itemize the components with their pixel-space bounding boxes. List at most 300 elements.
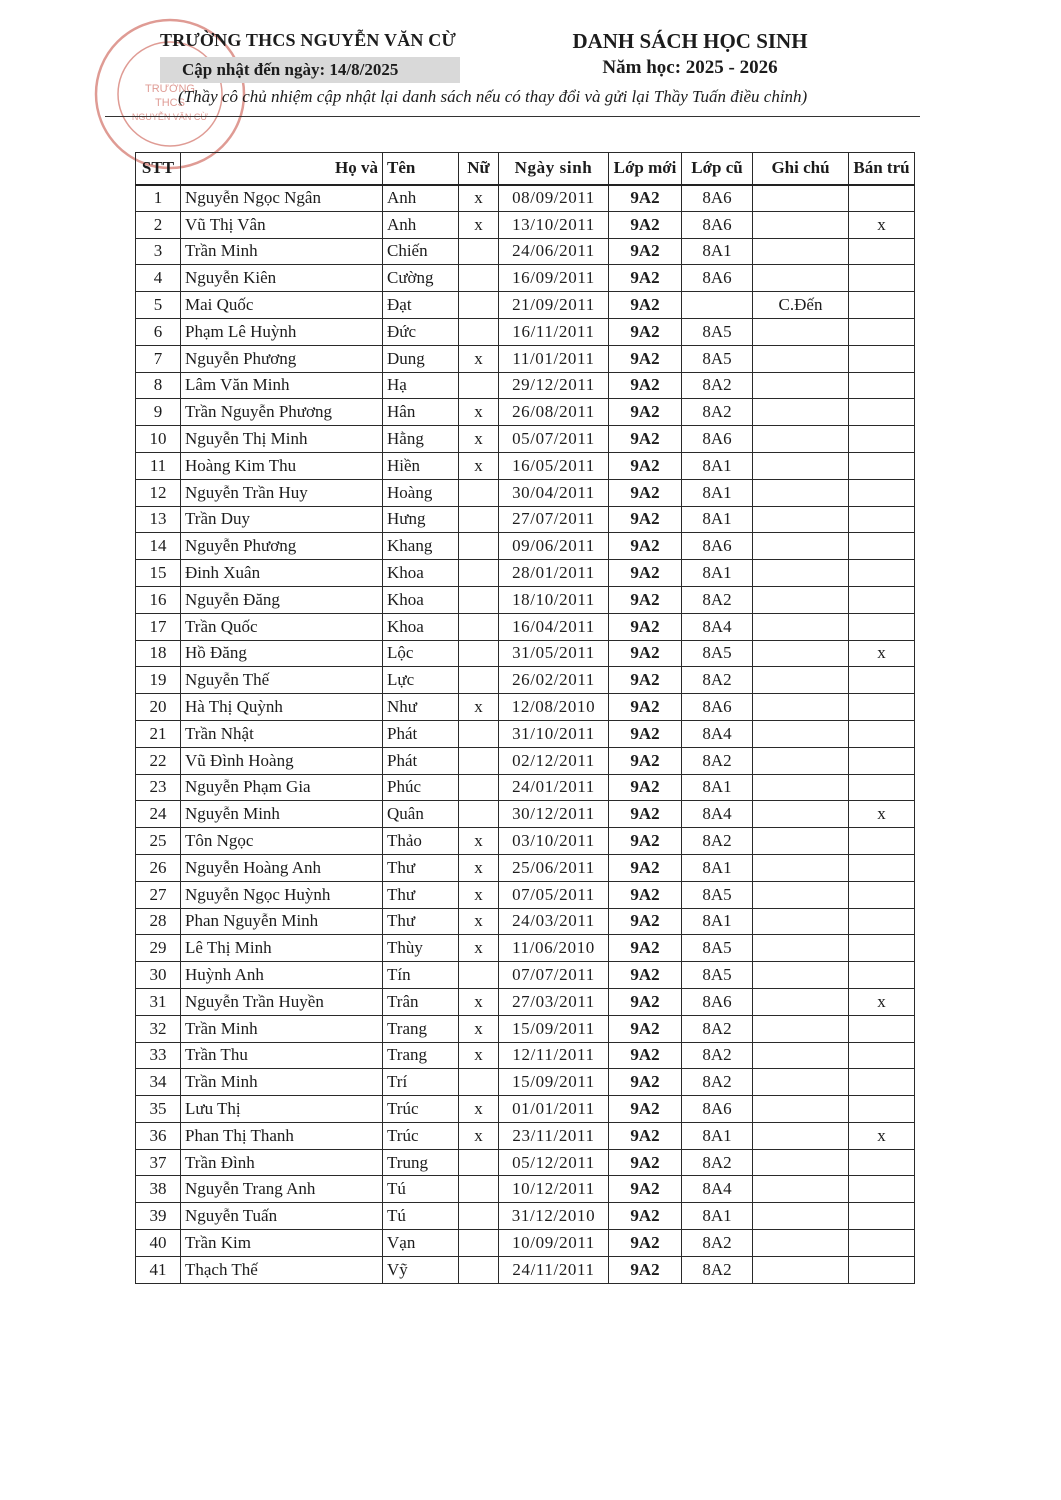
- table-row: [136, 747, 915, 774]
- stt-cell: 33: [136, 1042, 181, 1069]
- ten-cell: Khoa: [383, 586, 459, 613]
- lop-moi-cell: 9A2: [609, 1096, 682, 1123]
- table-row: [136, 1230, 915, 1257]
- ghi-chu-cell: [753, 1042, 849, 1069]
- lop-moi-cell: 9A2: [609, 881, 682, 908]
- title-block: [540, 28, 840, 82]
- lop-moi-cell: 9A2: [609, 747, 682, 774]
- ten-cell: Như: [383, 694, 459, 721]
- table-row: [136, 452, 915, 479]
- ban-tru-cell: [849, 935, 915, 962]
- lop-moi-cell: 9A2: [609, 345, 682, 372]
- table-row: [136, 426, 915, 453]
- ten-cell: Lực: [383, 667, 459, 694]
- nu-cell: [459, 962, 499, 989]
- ho-cell: Nguyễn Trần Huy: [181, 479, 383, 506]
- ho-cell: Vũ Thị Vân: [181, 211, 383, 238]
- ngay-sinh-cell: 23/11/2011: [499, 1122, 609, 1149]
- ban-tru-cell: [849, 479, 915, 506]
- lop-moi-cell: 9A2: [609, 720, 682, 747]
- ho-cell: Phan Nguyễn Minh: [181, 908, 383, 935]
- nu-cell: x: [459, 211, 499, 238]
- ten-cell: Tú: [383, 1203, 459, 1230]
- lop-moi-cell: 9A2: [609, 533, 682, 560]
- instruction-note: (Thầy cô chủ nhiệm cập nhật lại danh sách nếu có thay đổi và gửi lại Thầy Tuấn điều chỉnh): [178, 87, 808, 106]
- nu-cell: [459, 318, 499, 345]
- ghi-chu-cell: [753, 586, 849, 613]
- col-ten: Tên: [383, 153, 459, 185]
- ten-cell: Hằng: [383, 426, 459, 453]
- ban-tru-cell: [849, 667, 915, 694]
- nu-cell: x: [459, 345, 499, 372]
- ghi-chu-cell: [753, 211, 849, 238]
- ten-cell: Phát: [383, 720, 459, 747]
- ho-cell: Tôn Ngọc: [181, 828, 383, 855]
- ngay-sinh-cell: 28/01/2011: [499, 560, 609, 587]
- nu-cell: [459, 1203, 499, 1230]
- table-row: [136, 345, 915, 372]
- table-row: [136, 962, 915, 989]
- ghi-chu-cell: [753, 238, 849, 265]
- nu-cell: [459, 1176, 499, 1203]
- table-row: [136, 1069, 915, 1096]
- ten-cell: Trang: [383, 1015, 459, 1042]
- lop-cu-cell: 8A5: [682, 881, 753, 908]
- table-row: [136, 560, 915, 587]
- ten-cell: Cường: [383, 265, 459, 292]
- ghi-chu-cell: [753, 185, 849, 212]
- stt-cell: 4: [136, 265, 181, 292]
- stt-cell: 23: [136, 774, 181, 801]
- nu-cell: [459, 640, 499, 667]
- lop-cu-cell: 8A6: [682, 533, 753, 560]
- ban-tru-cell: [849, 1042, 915, 1069]
- ngay-sinh-cell: 01/01/2011: [499, 1096, 609, 1123]
- ho-cell: Lê Thị Minh: [181, 935, 383, 962]
- table-header-row: [136, 153, 915, 185]
- ghi-chu-cell: [753, 1069, 849, 1096]
- ngay-sinh-cell: 10/09/2011: [499, 1230, 609, 1257]
- stt-cell: 32: [136, 1015, 181, 1042]
- stt-cell: 11: [136, 452, 181, 479]
- nu-cell: [459, 667, 499, 694]
- ban-tru-cell: [849, 1149, 915, 1176]
- stt-cell: 35: [136, 1096, 181, 1123]
- ngay-sinh-cell: 12/11/2011: [499, 1042, 609, 1069]
- table-row: [136, 586, 915, 613]
- lop-moi-cell: 9A2: [609, 318, 682, 345]
- ngay-sinh-cell: 10/12/2011: [499, 1176, 609, 1203]
- ghi-chu-cell: [753, 935, 849, 962]
- ngay-sinh-cell: 16/05/2011: [499, 452, 609, 479]
- ghi-chu-cell: [753, 1149, 849, 1176]
- stt-cell: 5: [136, 292, 181, 319]
- ghi-chu-cell: [753, 1176, 849, 1203]
- stt-cell: 17: [136, 613, 181, 640]
- ngay-sinh-cell: 11/06/2010: [499, 935, 609, 962]
- ban-tru-cell: x: [849, 640, 915, 667]
- ten-cell: Vạn: [383, 1230, 459, 1257]
- col-ghi-chu: Ghi chú: [753, 153, 849, 185]
- stt-cell: 19: [136, 667, 181, 694]
- col-stt: STT: [136, 153, 181, 185]
- stt-cell: 37: [136, 1149, 181, 1176]
- ten-cell: Thùy: [383, 935, 459, 962]
- ho-cell: Nguyễn Phương: [181, 533, 383, 560]
- nu-cell: [459, 292, 499, 319]
- stt-cell: 26: [136, 854, 181, 881]
- lop-moi-cell: 9A2: [609, 828, 682, 855]
- stt-cell: 22: [136, 747, 181, 774]
- table-row: [136, 1015, 915, 1042]
- ban-tru-cell: [849, 1096, 915, 1123]
- ghi-chu-cell: [753, 801, 849, 828]
- stt-cell: 6: [136, 318, 181, 345]
- lop-cu-cell: 8A2: [682, 1015, 753, 1042]
- table-row: [136, 1256, 915, 1283]
- lop-cu-cell: 8A5: [682, 318, 753, 345]
- lop-cu-cell: 8A6: [682, 694, 753, 721]
- ban-tru-cell: x: [849, 988, 915, 1015]
- lop-moi-cell: 9A2: [609, 586, 682, 613]
- ngay-sinh-cell: 07/07/2011: [499, 962, 609, 989]
- ho-cell: Nguyễn Kiên: [181, 265, 383, 292]
- ban-tru-cell: [849, 720, 915, 747]
- ngay-sinh-cell: 27/03/2011: [499, 988, 609, 1015]
- nu-cell: x: [459, 935, 499, 962]
- nu-cell: [459, 1230, 499, 1257]
- ghi-chu-cell: [753, 667, 849, 694]
- ban-tru-cell: [849, 372, 915, 399]
- nu-cell: [459, 613, 499, 640]
- ban-tru-cell: [849, 1069, 915, 1096]
- lop-moi-cell: 9A2: [609, 1042, 682, 1069]
- ban-tru-cell: [849, 506, 915, 533]
- table-row: [136, 238, 915, 265]
- ghi-chu-cell: [753, 452, 849, 479]
- svg-text:NGUYỄN VĂN CỪ: NGUYỄN VĂN CỪ: [131, 112, 209, 122]
- ten-cell: Quân: [383, 801, 459, 828]
- ghi-chu-cell: [753, 908, 849, 935]
- ban-tru-cell: [849, 613, 915, 640]
- nu-cell: [459, 560, 499, 587]
- table-row: [136, 935, 915, 962]
- ghi-chu-cell: [753, 560, 849, 587]
- lop-cu-cell: 8A4: [682, 613, 753, 640]
- lop-cu-cell: 8A1: [682, 452, 753, 479]
- ngay-sinh-cell: 25/06/2011: [499, 854, 609, 881]
- lop-moi-cell: 9A2: [609, 452, 682, 479]
- ghi-chu-cell: [753, 1096, 849, 1123]
- nu-cell: [459, 533, 499, 560]
- student-rows: [136, 185, 915, 1284]
- lop-moi-cell: 9A2: [609, 935, 682, 962]
- ngay-sinh-cell: 05/07/2011: [499, 426, 609, 453]
- stt-cell: 16: [136, 586, 181, 613]
- lop-cu-cell: 8A2: [682, 399, 753, 426]
- ban-tru-cell: x: [849, 801, 915, 828]
- table-row: [136, 533, 915, 560]
- lop-cu-cell: 8A1: [682, 238, 753, 265]
- ban-tru-cell: [849, 747, 915, 774]
- stt-cell: 8: [136, 372, 181, 399]
- ho-cell: Nguyễn Hoàng Anh: [181, 854, 383, 881]
- ngay-sinh-cell: 30/12/2011: [499, 801, 609, 828]
- lop-cu-cell: 8A2: [682, 586, 753, 613]
- lop-moi-cell: 9A2: [609, 667, 682, 694]
- lop-cu-cell: 8A2: [682, 372, 753, 399]
- table-row: [136, 694, 915, 721]
- lop-moi-cell: 9A2: [609, 185, 682, 212]
- stt-cell: 13: [136, 506, 181, 533]
- ten-cell: Dung: [383, 345, 459, 372]
- ghi-chu-cell: [753, 1203, 849, 1230]
- stt-cell: 10: [136, 426, 181, 453]
- ban-tru-cell: [849, 1015, 915, 1042]
- lop-cu-cell: 8A1: [682, 1122, 753, 1149]
- ten-cell: Thư: [383, 908, 459, 935]
- stt-cell: 27: [136, 881, 181, 908]
- ho-cell: Trần Duy: [181, 506, 383, 533]
- table-row: [136, 854, 915, 881]
- lop-moi-cell: 9A2: [609, 265, 682, 292]
- ngay-sinh-cell: 24/06/2011: [499, 238, 609, 265]
- stt-cell: 21: [136, 720, 181, 747]
- ban-tru-cell: x: [849, 1122, 915, 1149]
- ten-cell: Phát: [383, 747, 459, 774]
- ghi-chu-cell: [753, 479, 849, 506]
- lop-cu-cell: 8A6: [682, 988, 753, 1015]
- lop-moi-cell: 9A2: [609, 1122, 682, 1149]
- ten-cell: Vỹ: [383, 1256, 459, 1283]
- svg-text:TRƯỜNG: TRƯỜNG: [145, 83, 195, 95]
- table-row: [136, 988, 915, 1015]
- nu-cell: x: [459, 426, 499, 453]
- lop-moi-cell: 9A2: [609, 613, 682, 640]
- ban-tru-cell: [849, 292, 915, 319]
- ghi-chu-cell: [753, 1122, 849, 1149]
- ho-cell: Nguyễn Thế: [181, 667, 383, 694]
- lop-cu-cell: [682, 292, 753, 319]
- lop-cu-cell: 8A6: [682, 426, 753, 453]
- table-row: [136, 1096, 915, 1123]
- nu-cell: x: [459, 452, 499, 479]
- ten-cell: Thảo: [383, 828, 459, 855]
- ho-cell: Nguyễn Phương: [181, 345, 383, 372]
- ten-cell: Khoa: [383, 560, 459, 587]
- lop-moi-cell: 9A2: [609, 560, 682, 587]
- ho-cell: Mai Quốc: [181, 292, 383, 319]
- ban-tru-cell: [849, 452, 915, 479]
- ten-cell: Hưng: [383, 506, 459, 533]
- ho-cell: Trần Nguyễn Phương: [181, 399, 383, 426]
- ghi-chu-cell: [753, 720, 849, 747]
- ban-tru-cell: [849, 1203, 915, 1230]
- ngay-sinh-cell: 15/09/2011: [499, 1015, 609, 1042]
- nu-cell: x: [459, 185, 499, 212]
- ho-cell: Hồ Đăng: [181, 640, 383, 667]
- nu-cell: [459, 506, 499, 533]
- nu-cell: [459, 801, 499, 828]
- stt-cell: 7: [136, 345, 181, 372]
- ban-tru-cell: [849, 962, 915, 989]
- nu-cell: x: [459, 908, 499, 935]
- nu-cell: x: [459, 988, 499, 1015]
- lop-cu-cell: 8A2: [682, 667, 753, 694]
- ten-cell: Trúc: [383, 1122, 459, 1149]
- lop-cu-cell: 8A1: [682, 560, 753, 587]
- lop-cu-cell: 8A1: [682, 479, 753, 506]
- ho-cell: Trần Kim: [181, 1230, 383, 1257]
- nu-cell: x: [459, 828, 499, 855]
- school-header: [160, 28, 460, 83]
- ghi-chu-cell: [753, 1256, 849, 1283]
- ghi-chu-cell: [753, 854, 849, 881]
- lop-cu-cell: 8A1: [682, 506, 753, 533]
- stt-cell: 12: [136, 479, 181, 506]
- lop-cu-cell: 8A6: [682, 211, 753, 238]
- nu-cell: x: [459, 854, 499, 881]
- svg-text:THCS: THCS: [155, 97, 185, 109]
- ban-tru-cell: [849, 774, 915, 801]
- ho-cell: Thạch Thế: [181, 1256, 383, 1283]
- ho-cell: Trần Đình: [181, 1149, 383, 1176]
- col-ngay-sinh: Ngày sinh: [499, 153, 609, 185]
- ngay-sinh-cell: 18/10/2011: [499, 586, 609, 613]
- stt-cell: 40: [136, 1230, 181, 1257]
- ghi-chu-cell: [753, 640, 849, 667]
- ten-cell: Thư: [383, 881, 459, 908]
- nu-cell: [459, 265, 499, 292]
- ghi-chu-cell: [753, 506, 849, 533]
- table-row: [136, 774, 915, 801]
- lop-cu-cell: 8A1: [682, 854, 753, 881]
- lop-cu-cell: 8A2: [682, 828, 753, 855]
- lop-cu-cell: 8A5: [682, 962, 753, 989]
- nu-cell: [459, 774, 499, 801]
- nu-cell: x: [459, 881, 499, 908]
- school-year: Năm học: 2025 - 2026: [602, 57, 778, 78]
- ngay-sinh-cell: 16/09/2011: [499, 265, 609, 292]
- document-title: DANH SÁCH HỌC SINH: [572, 29, 808, 53]
- ghi-chu-cell: [753, 1230, 849, 1257]
- lop-moi-cell: 9A2: [609, 292, 682, 319]
- table-row: [136, 908, 915, 935]
- lop-cu-cell: 8A2: [682, 1230, 753, 1257]
- ghi-chu-cell: [753, 774, 849, 801]
- lop-moi-cell: 9A2: [609, 640, 682, 667]
- lop-cu-cell: 8A2: [682, 1149, 753, 1176]
- nu-cell: [459, 372, 499, 399]
- nu-cell: [459, 586, 499, 613]
- lop-moi-cell: 9A2: [609, 238, 682, 265]
- ten-cell: Anh: [383, 185, 459, 212]
- stt-cell: 28: [136, 908, 181, 935]
- ho-cell: Nguyễn Ngọc Huỳnh: [181, 881, 383, 908]
- lop-cu-cell: 8A5: [682, 345, 753, 372]
- ngay-sinh-cell: 26/08/2011: [499, 399, 609, 426]
- ngay-sinh-cell: 24/11/2011: [499, 1256, 609, 1283]
- nu-cell: x: [459, 399, 499, 426]
- ghi-chu-cell: [753, 265, 849, 292]
- ho-cell: Nguyễn Tuấn: [181, 1203, 383, 1230]
- stt-cell: 34: [136, 1069, 181, 1096]
- table-row: [136, 1176, 915, 1203]
- stt-cell: 39: [136, 1203, 181, 1230]
- col-lop-moi: Lớp mới: [609, 153, 682, 185]
- ngay-sinh-cell: 16/04/2011: [499, 613, 609, 640]
- header-rule: [105, 116, 920, 117]
- ngay-sinh-cell: 27/07/2011: [499, 506, 609, 533]
- ten-cell: Hân: [383, 399, 459, 426]
- ho-cell: Trần Minh: [181, 1069, 383, 1096]
- ngay-sinh-cell: 31/10/2011: [499, 720, 609, 747]
- ten-cell: Chiến: [383, 238, 459, 265]
- table-row: [136, 479, 915, 506]
- ho-cell: Phạm Lê Huỳnh: [181, 318, 383, 345]
- ho-cell: Trần Minh: [181, 1015, 383, 1042]
- stt-cell: 20: [136, 694, 181, 721]
- ho-cell: Nguyễn Ngọc Ngân: [181, 185, 383, 212]
- lop-cu-cell: 8A2: [682, 1042, 753, 1069]
- lop-moi-cell: 9A2: [609, 372, 682, 399]
- ho-cell: Đinh Xuân: [181, 560, 383, 587]
- ngay-sinh-cell: 21/09/2011: [499, 292, 609, 319]
- ban-tru-cell: [849, 908, 915, 935]
- ten-cell: Hiền: [383, 452, 459, 479]
- table-row: [136, 1122, 915, 1149]
- table-row: [136, 1149, 915, 1176]
- ten-cell: Thư: [383, 854, 459, 881]
- ban-tru-cell: [849, 533, 915, 560]
- nu-cell: [459, 720, 499, 747]
- stt-cell: 15: [136, 560, 181, 587]
- lop-cu-cell: 8A6: [682, 185, 753, 212]
- ghi-chu-cell: [753, 426, 849, 453]
- lop-moi-cell: 9A2: [609, 211, 682, 238]
- ngay-sinh-cell: 13/10/2011: [499, 211, 609, 238]
- lop-moi-cell: 9A2: [609, 962, 682, 989]
- ghi-chu-cell: [753, 881, 849, 908]
- stt-cell: 30: [136, 962, 181, 989]
- table-row: [136, 801, 915, 828]
- ten-cell: Đức: [383, 318, 459, 345]
- ngay-sinh-cell: 31/12/2010: [499, 1203, 609, 1230]
- ho-cell: Trần Minh: [181, 238, 383, 265]
- ghi-chu-cell: [753, 399, 849, 426]
- ban-tru-cell: [849, 586, 915, 613]
- nu-cell: x: [459, 694, 499, 721]
- ten-cell: Trung: [383, 1149, 459, 1176]
- lop-moi-cell: 9A2: [609, 1230, 682, 1257]
- ho-cell: Hà Thị Quỳnh: [181, 694, 383, 721]
- lop-moi-cell: 9A2: [609, 774, 682, 801]
- ho-cell: Nguyễn Minh: [181, 801, 383, 828]
- lop-cu-cell: 8A4: [682, 720, 753, 747]
- nu-cell: [459, 1149, 499, 1176]
- table-row: [136, 881, 915, 908]
- ngay-sinh-cell: 05/12/2011: [499, 1149, 609, 1176]
- lop-cu-cell: 8A4: [682, 801, 753, 828]
- table-row: [136, 720, 915, 747]
- nu-cell: [459, 238, 499, 265]
- ngay-sinh-cell: 12/08/2010: [499, 694, 609, 721]
- stt-cell: 41: [136, 1256, 181, 1283]
- ghi-chu-cell: [753, 694, 849, 721]
- lop-cu-cell: 8A5: [682, 640, 753, 667]
- ban-tru-cell: [849, 828, 915, 855]
- ghi-chu-cell: [753, 372, 849, 399]
